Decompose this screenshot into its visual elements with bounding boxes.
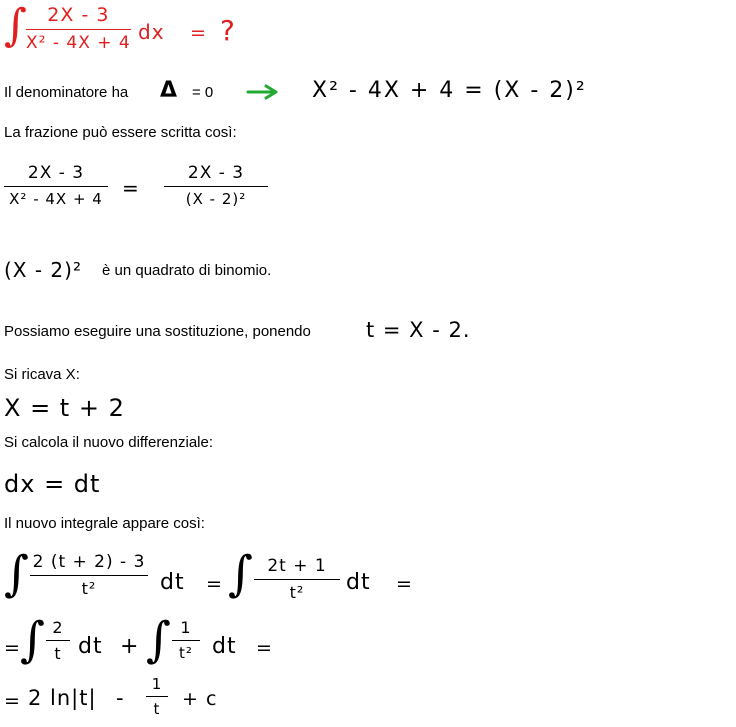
solve-x-text: Si ricava X: bbox=[4, 366, 80, 383]
delta-equals-zero: = 0 bbox=[192, 84, 214, 101]
delta-symbol: Δ bbox=[160, 78, 178, 103]
split-b-numerator: 1 bbox=[180, 618, 192, 637]
denominator-text: Il denominatore ha bbox=[4, 84, 129, 101]
equals-sign: = bbox=[256, 637, 273, 659]
equals-sign: = bbox=[190, 22, 207, 44]
split-a-numerator: 2 bbox=[52, 618, 64, 637]
integral2-denominator: t² bbox=[289, 583, 305, 602]
binomial-expr: (X - 2)² bbox=[4, 258, 82, 282]
fraction-bar bbox=[4, 186, 108, 187]
result-numerator: 1 bbox=[151, 675, 163, 693]
fraction-numerator: 2X - 3 bbox=[47, 4, 110, 26]
lhs-denominator: X² - 4X + 4 bbox=[9, 190, 103, 208]
arrow-right-icon bbox=[246, 84, 280, 100]
dt-label: dt bbox=[212, 634, 237, 659]
split-b-fraction bbox=[172, 618, 200, 662]
integral-sign-4: ∫ bbox=[146, 612, 172, 668]
rhs-numerator: 2X - 3 bbox=[187, 163, 245, 183]
integral1-denominator: t² bbox=[81, 579, 97, 598]
result-fraction bbox=[146, 675, 168, 718]
result-denominator: t bbox=[153, 700, 161, 718]
equals-sign: = bbox=[122, 176, 140, 200]
constant-term: + c bbox=[182, 688, 218, 710]
equals-sign: = bbox=[4, 690, 21, 712]
new-integral-text: Il nuovo integrale appare così: bbox=[4, 515, 205, 532]
question-mark: ? bbox=[220, 14, 236, 47]
fraction-bar bbox=[146, 696, 168, 697]
integral-sign-2: ∫ bbox=[228, 546, 254, 602]
split-a-denominator: t bbox=[54, 644, 62, 663]
integral1-numerator: 2 (t + 2) - 3 bbox=[32, 552, 146, 572]
dt-label: dt bbox=[160, 570, 185, 595]
substitution-text: Possiamo eseguire una sostituzione, ponendo bbox=[4, 323, 311, 340]
dx-label: dx bbox=[138, 20, 165, 44]
fraction-bar bbox=[46, 640, 70, 641]
substitution-expr: t = X - 2. bbox=[366, 318, 471, 342]
fraction-bar bbox=[30, 575, 148, 576]
integral2-fraction bbox=[254, 556, 340, 602]
dt-label: dt bbox=[78, 634, 103, 659]
rhs-fraction bbox=[164, 163, 268, 208]
integral-sign-3: ∫ bbox=[20, 612, 46, 668]
lhs-numerator: 2X - 3 bbox=[27, 163, 85, 183]
equals-sign: = bbox=[396, 573, 413, 595]
fraction-bar bbox=[254, 579, 340, 580]
title-equation bbox=[4, 2, 244, 62]
fraction-bar bbox=[26, 29, 131, 30]
differential-text: Si calcola il nuovo differenziale: bbox=[4, 434, 214, 451]
split-b-denominator: t² bbox=[179, 644, 193, 662]
log-term: 2 ln|t| bbox=[28, 686, 97, 710]
integral-sign-1: ∫ bbox=[4, 546, 30, 602]
integral1-fraction bbox=[30, 552, 148, 598]
binomial-text: è un quadrato di binomio. bbox=[102, 262, 272, 279]
differential-expr: dx = dt bbox=[4, 470, 101, 498]
equals-sign: = bbox=[4, 637, 21, 659]
dt-label: dt bbox=[346, 570, 371, 595]
minus-sign: - bbox=[116, 686, 125, 710]
factorization-expr: X² - 4X + 4 = (X - 2)² bbox=[312, 78, 587, 103]
x-expression: X = t + 2 bbox=[4, 394, 125, 422]
plus-sign: + bbox=[120, 634, 140, 659]
fraction-denominator: X² - 4X + 4 bbox=[26, 33, 131, 53]
split-a-fraction bbox=[46, 618, 70, 663]
equals-sign: = bbox=[206, 573, 223, 595]
fraction-bar bbox=[164, 186, 268, 187]
fraction-text: La frazione può essere scritta così: bbox=[4, 124, 237, 141]
lhs-fraction bbox=[4, 163, 108, 208]
integral2-numerator: 2t + 1 bbox=[267, 556, 327, 576]
title-fraction bbox=[26, 4, 131, 53]
fraction-bar bbox=[172, 640, 200, 641]
integral-sign: ∫ bbox=[4, 0, 27, 51]
rhs-denominator: (X - 2)² bbox=[185, 190, 247, 208]
